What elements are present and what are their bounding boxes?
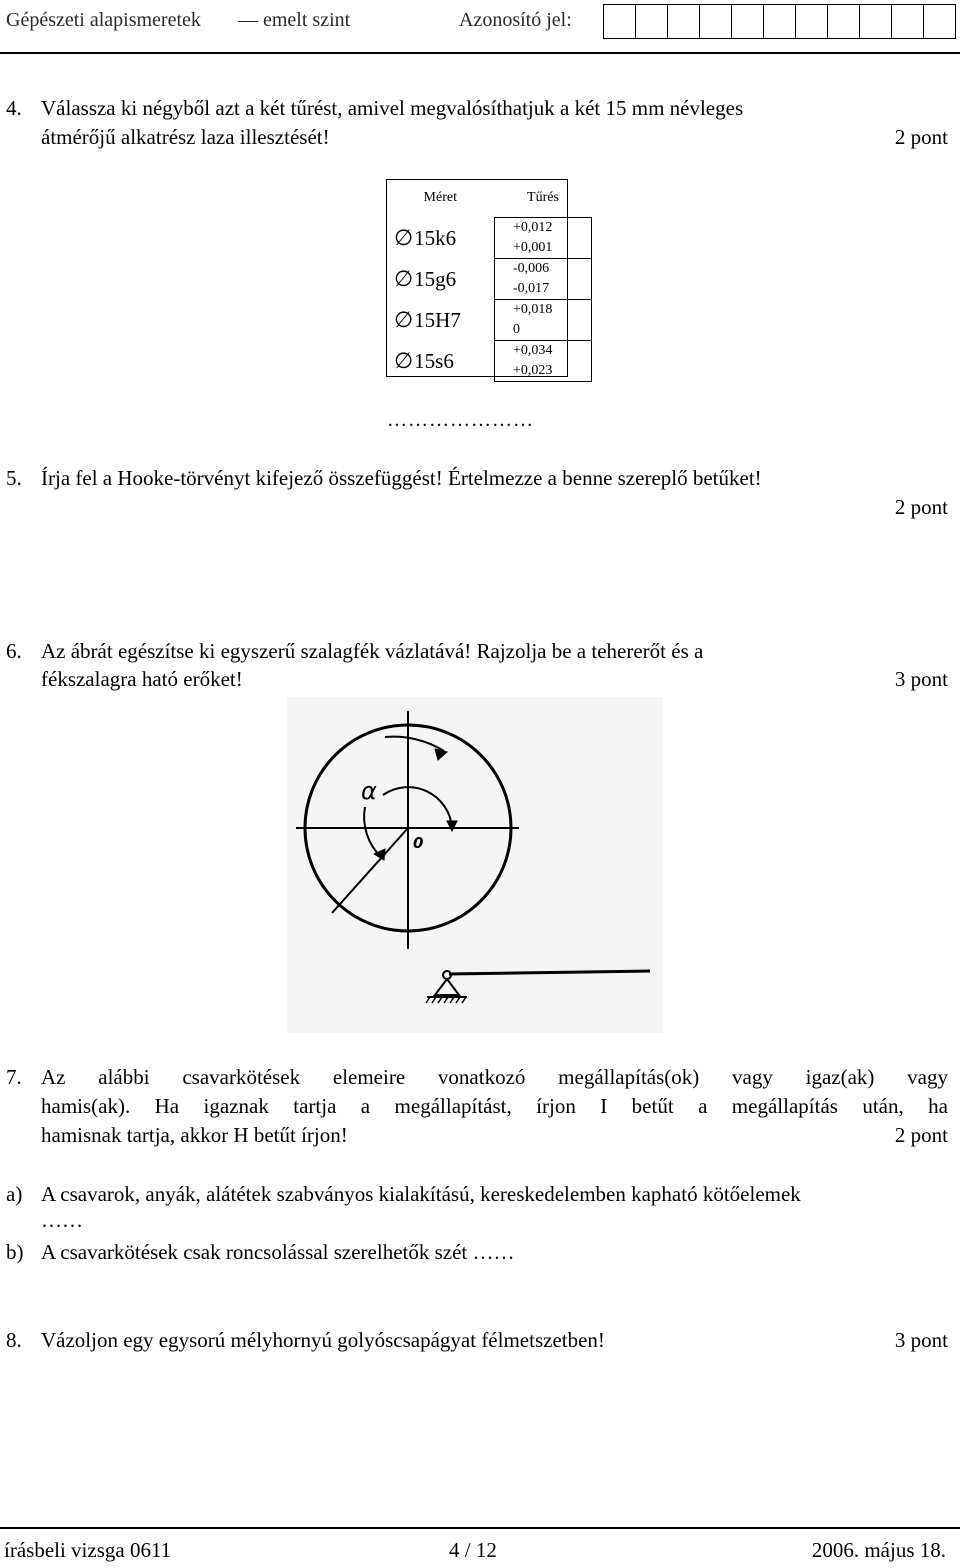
center-label: 0 [413,834,424,852]
q6-line2: fékszalagra ható erőket! [41,667,243,691]
id-boxes[interactable] [604,4,956,39]
q7-a-text: A csavarok, anyák, alátétek szabványos kialakítású, kereskedelemben kapható kötőelemek [41,1182,801,1206]
lower-dev: -0,017 [513,281,550,296]
q4-answer-dots[interactable]: ………………… [387,409,534,431]
band-brake-figure [287,697,663,1033]
size-value: 15s6 [414,349,454,373]
q6-line1: Az ábrát egészítse ki egyszerű szalagfék vázlatává! Rajzolja be a tehererőt és a [41,639,704,663]
lower-dev: +0,023 [513,363,553,378]
q4-line1: Válassza ki négyből azt a két tűrést, amivel megvalósíthatjuk a két 15 mm névleges [41,96,744,120]
id-box[interactable] [635,4,668,39]
col-size-header: Méret [423,190,457,206]
size-value: 15g6 [414,267,457,291]
table-row [386,300,592,341]
lower-dev: 0 [513,322,520,337]
footer-exam: írásbeli vizsga 0611 [4,1538,172,1562]
footer-date: 2006. május 18. [811,1538,946,1562]
tolerance-table [386,179,592,382]
q8-line1: Vázoljon egy egysorú mélyhornyú golyóscsapágyat félmetszetben! [41,1328,605,1352]
header-title: Gépészeti alapismeretek [6,9,201,31]
id-box[interactable] [923,4,956,39]
lower-dev: +0,001 [513,240,553,255]
table-row [386,341,592,382]
q4-number: 4. [6,96,22,120]
id-box[interactable] [731,4,764,39]
table-row [386,259,592,300]
angle-arrow-right-icon [447,821,457,831]
q5-points: 2 pont [894,495,948,519]
support-triangle-icon [435,979,459,995]
id-box[interactable] [763,4,796,39]
alpha-label: α [361,777,377,805]
id-label: Azonosító jel: [459,9,572,31]
q4-points: 2 pont [894,125,948,149]
q7-a-answer-dots[interactable]: …… [41,1208,83,1232]
size-value: 15H7 [414,308,461,332]
q7-b-text: A csavarkötések csak roncsolással szerelhetők szét …… [41,1240,515,1264]
diameter-icon: ∅ [394,266,414,291]
upper-dev: +0,034 [513,343,553,358]
q7-b-label: b) [6,1240,24,1264]
col-tol-header: Tűrés [527,190,559,205]
id-box[interactable] [795,4,828,39]
angle-arc-left [364,807,381,857]
rotation-arrow-icon [435,749,447,760]
id-box[interactable] [667,4,700,39]
q6-number: 6. [6,639,22,663]
id-box[interactable] [859,4,892,39]
footer-rule [0,1527,960,1529]
diameter-icon: ∅ [394,307,414,332]
q5-number: 5. [6,466,22,490]
footer-page: 4 / 12 [449,1538,497,1562]
header-subtitle: — emelt szint [238,9,351,31]
q7-line1: Az alábbi csavarkötések elemeire vonatkozó megállapítás(ok) vagy igaz(ak) vagy [41,1065,948,1089]
upper-dev: +0,012 [513,220,553,235]
q6-points: 3 pont [894,667,948,691]
upper-dev: -0,006 [513,261,550,276]
q4-line2: átmérőjű alkatrész laza illesztését! [41,125,330,149]
id-box[interactable] [603,4,636,39]
id-box[interactable] [699,4,732,39]
lever-line [449,971,650,974]
q5-line1: Írja fel a Hooke-törvényt kifejező összefüggést! Értelmezze a benne szereplő betűket! [41,466,762,490]
q7-number: 7. [6,1065,22,1089]
diameter-icon: ∅ [394,225,414,250]
size-value: 15k6 [414,226,457,250]
q7-points: 2 pont [894,1123,948,1147]
angle-arc-inner [383,787,452,828]
id-box[interactable] [891,4,924,39]
header-rule [0,52,960,54]
upper-dev: +0,018 [513,302,553,317]
q7-line2: hamis(ak). Ha igaznak tartja a megállapítást, írjon I betűt a megállapítás után, ha [41,1094,948,1118]
table-row [386,218,592,259]
q8-points: 3 pont [894,1328,948,1352]
diameter-icon: ∅ [394,348,414,373]
q7-line3: hamisnak tartja, akkor H betűt írjon! [41,1123,348,1147]
q8-number: 8. [6,1328,22,1352]
id-box[interactable] [827,4,860,39]
q7-a-label: a) [6,1182,23,1206]
